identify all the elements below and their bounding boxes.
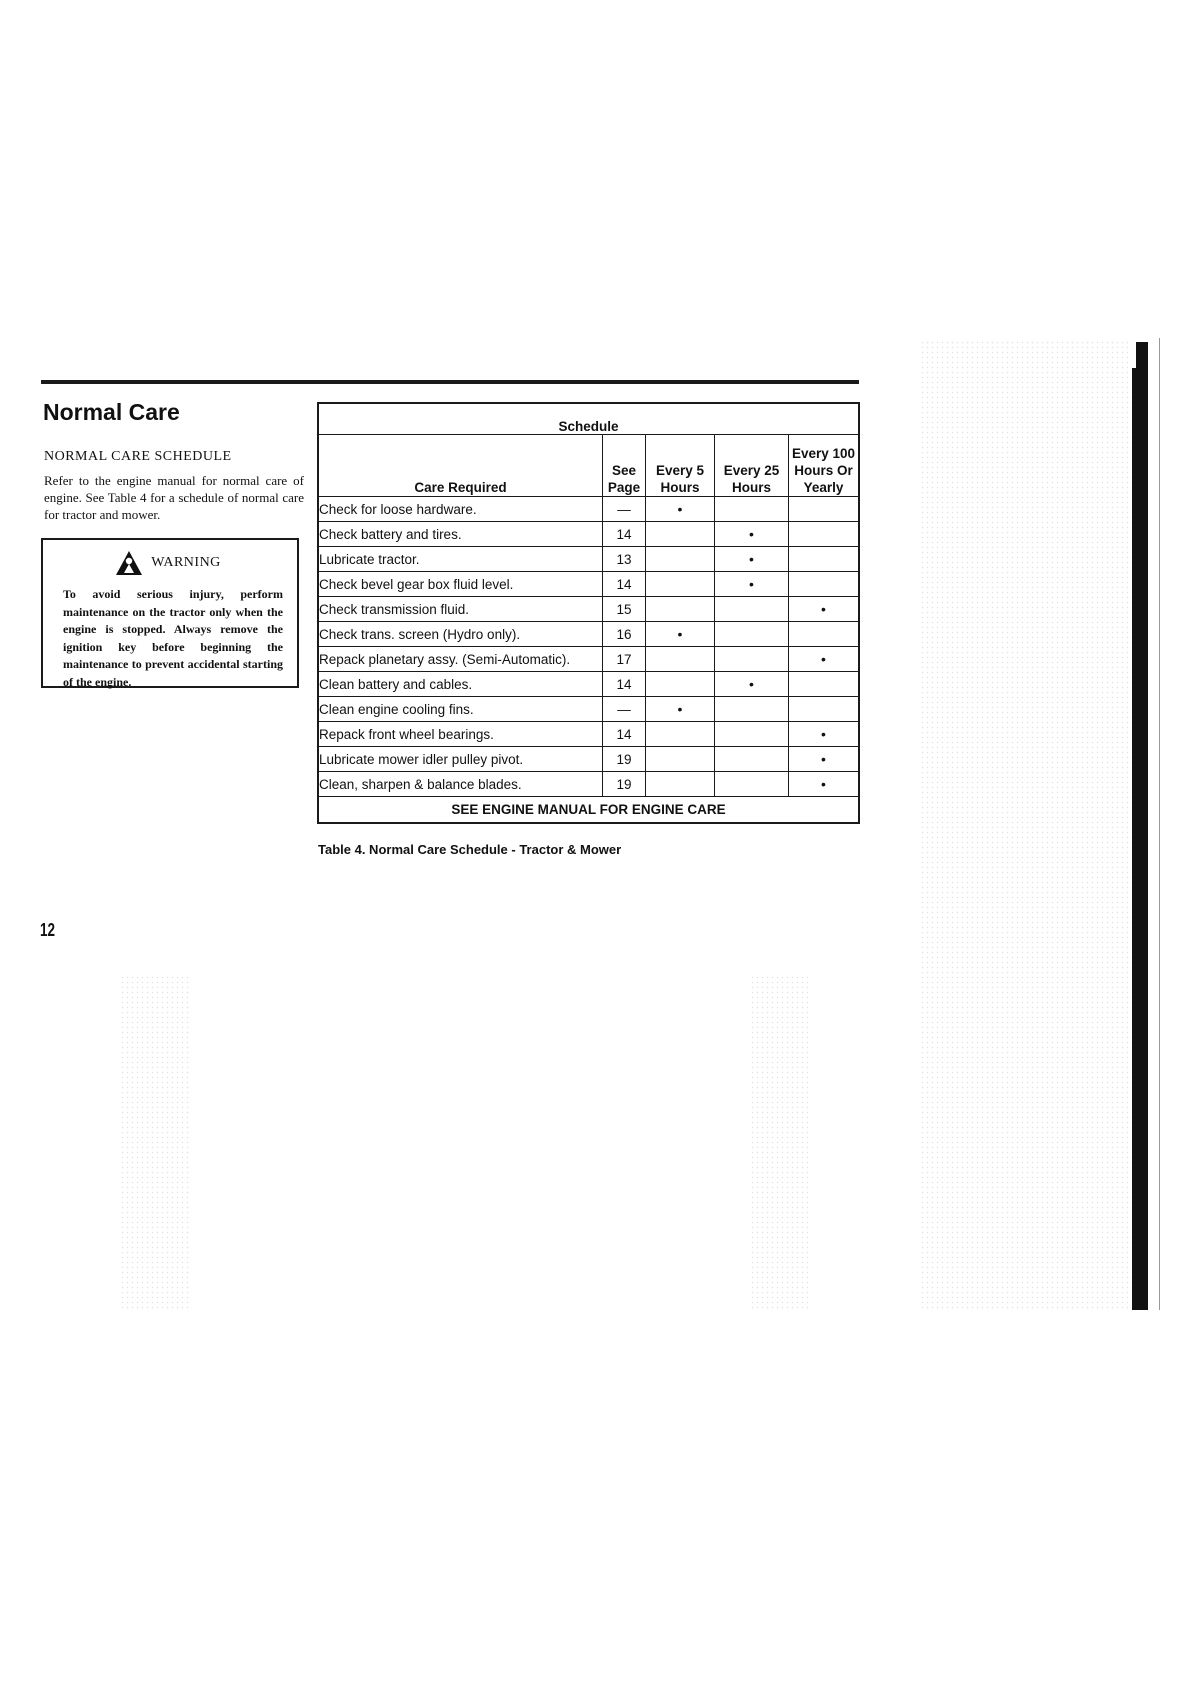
page-cell: 19 xyxy=(603,772,646,797)
engine-manual-note: SEE ENGINE MANUAL FOR ENGINE CARE xyxy=(318,797,859,824)
task-cell: Repack planetary assy. (Semi-Automatic). xyxy=(318,647,603,672)
table-caption: Table 4. Normal Care Schedule - Tractor & Mower xyxy=(318,842,622,857)
page-cell: 14 xyxy=(603,672,646,697)
warning-label: WARNING xyxy=(151,555,221,570)
task-cell: Check trans. screen (Hydro only). xyxy=(318,622,603,647)
scan-noise-right xyxy=(920,340,1150,1310)
every-5-cell xyxy=(646,547,715,572)
every-25-cell: • xyxy=(715,672,789,697)
task-cell: Clean battery and cables. xyxy=(318,672,603,697)
table-row xyxy=(318,547,859,572)
care-schedule-table-container xyxy=(317,402,860,824)
every-5-cell xyxy=(646,522,715,547)
page-cell: 15 xyxy=(603,597,646,622)
every-5-cell: • xyxy=(646,497,715,522)
section-title: Normal Care xyxy=(43,399,180,425)
scan-noise-bottom-mid xyxy=(750,975,810,1310)
col-every-5-hours: Every 5 Hours xyxy=(646,435,715,497)
page-number: 12 xyxy=(40,920,56,940)
every-25-cell xyxy=(715,497,789,522)
every-100-cell: • xyxy=(789,597,860,622)
task-cell: Clean, sharpen & balance blades. xyxy=(318,772,603,797)
warning-box xyxy=(41,538,299,688)
binding-edge-bar xyxy=(1132,342,1148,1310)
every-5-cell xyxy=(646,647,715,672)
schedule-body xyxy=(318,497,859,797)
table-row xyxy=(318,647,859,672)
table-row xyxy=(318,522,859,547)
every-25-cell xyxy=(715,597,789,622)
every-25-cell: • xyxy=(715,572,789,597)
table-row xyxy=(318,597,859,622)
every-5-cell: • xyxy=(646,622,715,647)
task-cell: Check bevel gear box fluid level. xyxy=(318,572,603,597)
every-100-cell xyxy=(789,547,860,572)
page-cell: 14 xyxy=(603,722,646,747)
every-5-cell xyxy=(646,747,715,772)
every-100-cell xyxy=(789,522,860,547)
schedule-subheading: NORMAL CARE SCHEDULE xyxy=(44,449,232,464)
scan-noise-bottom-left xyxy=(120,975,190,1310)
schedule-header: Schedule xyxy=(318,403,859,435)
every-5-cell xyxy=(646,572,715,597)
task-cell: Check transmission fluid. xyxy=(318,597,603,622)
binding-edge-notch xyxy=(1128,342,1136,368)
task-cell: Repack front wheel bearings. xyxy=(318,722,603,747)
binding-edge-line xyxy=(1159,338,1160,1310)
every-100-cell xyxy=(789,572,860,597)
every-100-cell: • xyxy=(789,647,860,672)
every-25-cell xyxy=(715,747,789,772)
col-see-page: See Page xyxy=(603,435,646,497)
warning-triangle-icon xyxy=(115,550,143,576)
table-row xyxy=(318,622,859,647)
every-100-cell: • xyxy=(789,772,860,797)
page-cell: 14 xyxy=(603,572,646,597)
page-cell: — xyxy=(603,697,646,722)
col-care-required: Care Required xyxy=(318,435,603,497)
every-100-cell xyxy=(789,672,860,697)
every-100-cell xyxy=(789,697,860,722)
task-cell: Check battery and tires. xyxy=(318,522,603,547)
table-row xyxy=(318,772,859,797)
table-row xyxy=(318,497,859,522)
every-100-cell: • xyxy=(789,747,860,772)
every-100-cell xyxy=(789,622,860,647)
every-25-cell: • xyxy=(715,547,789,572)
top-rule xyxy=(41,380,859,384)
task-cell: Check for loose hardware. xyxy=(318,497,603,522)
every-100-cell xyxy=(789,497,860,522)
every-100-cell: • xyxy=(789,722,860,747)
page-cell: 16 xyxy=(603,622,646,647)
every-5-cell xyxy=(646,672,715,697)
page-cell: 19 xyxy=(603,747,646,772)
warning-text: To avoid serious injury, perform maintenance on the tractor only when the engine is stopped. Always remove the ignition key before beginning the maintenance to prevent accidental starting of the engine. xyxy=(63,587,283,689)
care-schedule-table xyxy=(317,402,860,824)
table-row xyxy=(318,697,859,722)
every-25-cell xyxy=(715,722,789,747)
task-cell: Clean engine cooling fins. xyxy=(318,697,603,722)
every-25-cell xyxy=(715,647,789,672)
table-row xyxy=(318,747,859,772)
every-5-cell xyxy=(646,597,715,622)
every-25-cell xyxy=(715,697,789,722)
every-5-cell xyxy=(646,722,715,747)
page-cell: 17 xyxy=(603,647,646,672)
task-cell: Lubricate tractor. xyxy=(318,547,603,572)
table-row xyxy=(318,672,859,697)
warning-header xyxy=(53,550,283,576)
every-25-cell: • xyxy=(715,522,789,547)
page-cell: 14 xyxy=(603,522,646,547)
every-5-cell: • xyxy=(646,697,715,722)
col-every-25-hours: Every 25 Hours xyxy=(715,435,789,497)
page-cell: — xyxy=(603,497,646,522)
intro-paragraph: Refer to the engine manual for normal care of engine. See Table 4 for a schedule of normal care for tractor and mower. xyxy=(44,473,304,522)
table-row xyxy=(318,572,859,597)
page-cell: 13 xyxy=(603,547,646,572)
every-5-cell xyxy=(646,772,715,797)
table-row xyxy=(318,722,859,747)
col-every-100-hours: Every 100 Hours Or Yearly xyxy=(789,435,860,497)
task-cell: Lubricate mower idler pulley pivot. xyxy=(318,747,603,772)
every-25-cell xyxy=(715,772,789,797)
every-25-cell xyxy=(715,622,789,647)
